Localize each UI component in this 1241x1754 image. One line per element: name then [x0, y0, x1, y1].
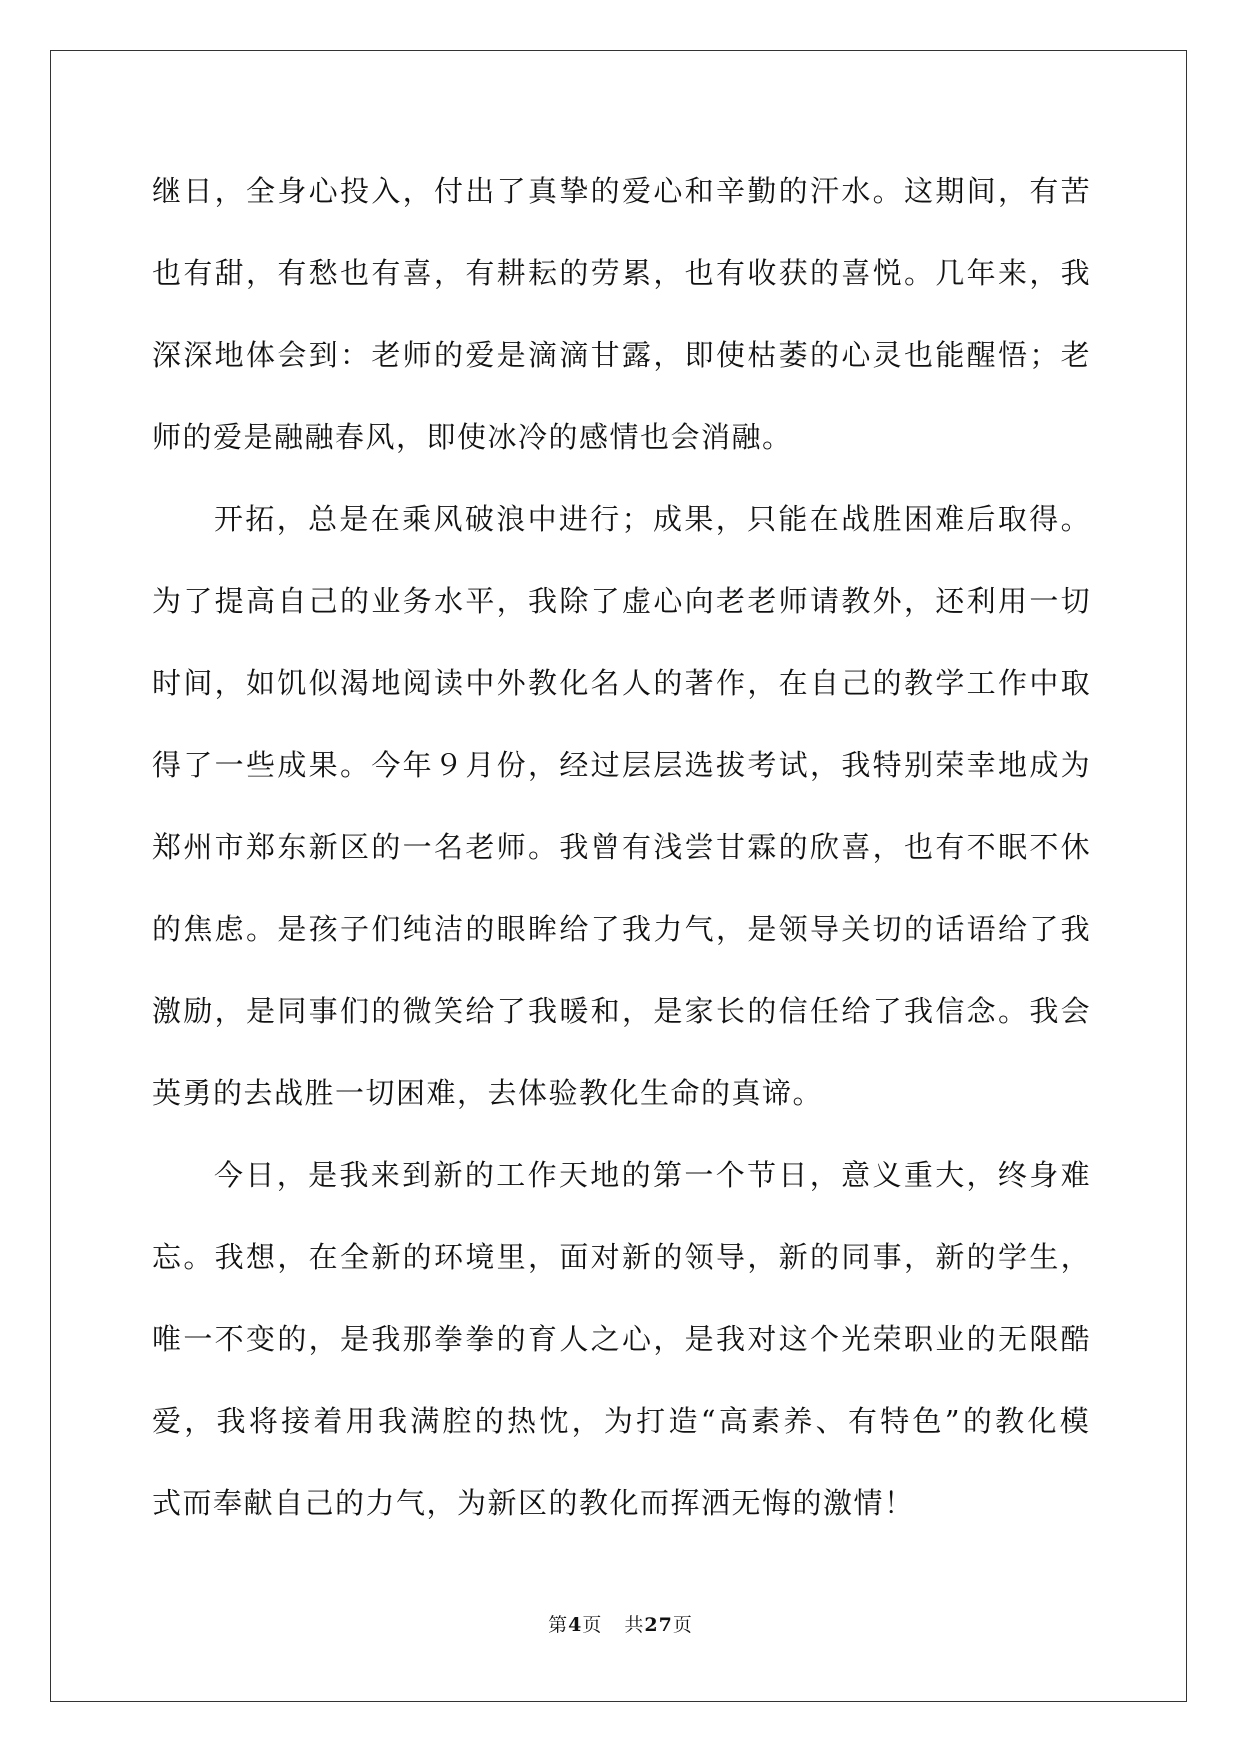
text-line: 忘。我想，在全新的环境里，面对新的领导，新的同事，新的学生， [152, 1240, 1092, 1274]
text-line: 继日，全身心投入，付出了真挚的爱心和辛勤的汗水。这期间，有苦 [152, 174, 1092, 208]
text-line: 师的爱是融融春风，即使冰冷的感情也会消融。 [152, 420, 793, 454]
text-line: 式而奉献自己的力气，为新区的教化而挥洒无悔的激情！ [152, 1486, 915, 1520]
text-line: 得了一些成果。今年９月份，经过层层选拔考试，我特别荣幸地成为 [152, 748, 1092, 782]
document-body [152, 150, 1092, 1544]
paragraph-1 [152, 150, 1092, 478]
text-line: 今日，是我来到新的工作天地的第一个节日，意义重大，终身难 [214, 1158, 1092, 1192]
text-line: 爱，我将接着用我满腔的热忱，为打造“高素养、有特色”的教化模 [152, 1404, 1092, 1438]
total-pages: 27 [644, 1614, 673, 1636]
page-prefix: 第 [548, 1614, 569, 1636]
page-number: 4 [568, 1614, 583, 1636]
text-line: 为了提高自己的业务水平，我除了虚心向老老师请教外，还利用一切 [152, 584, 1092, 618]
page-suffix: 页 [582, 1614, 603, 1636]
text-line: 的焦虑。是孩子们纯洁的眼眸给了我力气，是领导关切的话语给了我 [152, 912, 1092, 946]
page-footer [0, 1610, 1241, 1637]
text-line: 唯一不变的，是我那拳拳的育人之心，是我对这个光荣职业的无限酷 [152, 1322, 1092, 1356]
text-line: 时间，如饥似渴地阅读中外教化名人的著作，在自己的教学工作中取 [152, 666, 1092, 700]
text-line: 也有甜，有愁也有喜，有耕耘的劳累，也有收获的喜悦。几年来，我 [152, 256, 1092, 290]
paragraph-2 [152, 478, 1092, 1134]
text-line: 郑州市郑东新区的一名老师。我曾有浅尝甘霖的欣喜，也有不眠不休 [152, 830, 1092, 864]
text-line: 开拓，总是在乘风破浪中进行；成果，只能在战胜困难后取得。 [214, 502, 1092, 536]
text-line: 激励，是同事们的微笑给了我暖和，是家长的信任给了我信念。我会 [152, 994, 1092, 1028]
text-line: 英勇的去战胜一切困难，去体验教化生命的真谛。 [152, 1076, 824, 1110]
text-line: 深深地体会到：老师的爱是滴滴甘露，即使枯萎的心灵也能醒悟；老 [152, 338, 1092, 372]
total-suffix: 页 [672, 1614, 693, 1636]
paragraph-3 [152, 1134, 1092, 1544]
total-prefix: 共 [624, 1614, 645, 1636]
